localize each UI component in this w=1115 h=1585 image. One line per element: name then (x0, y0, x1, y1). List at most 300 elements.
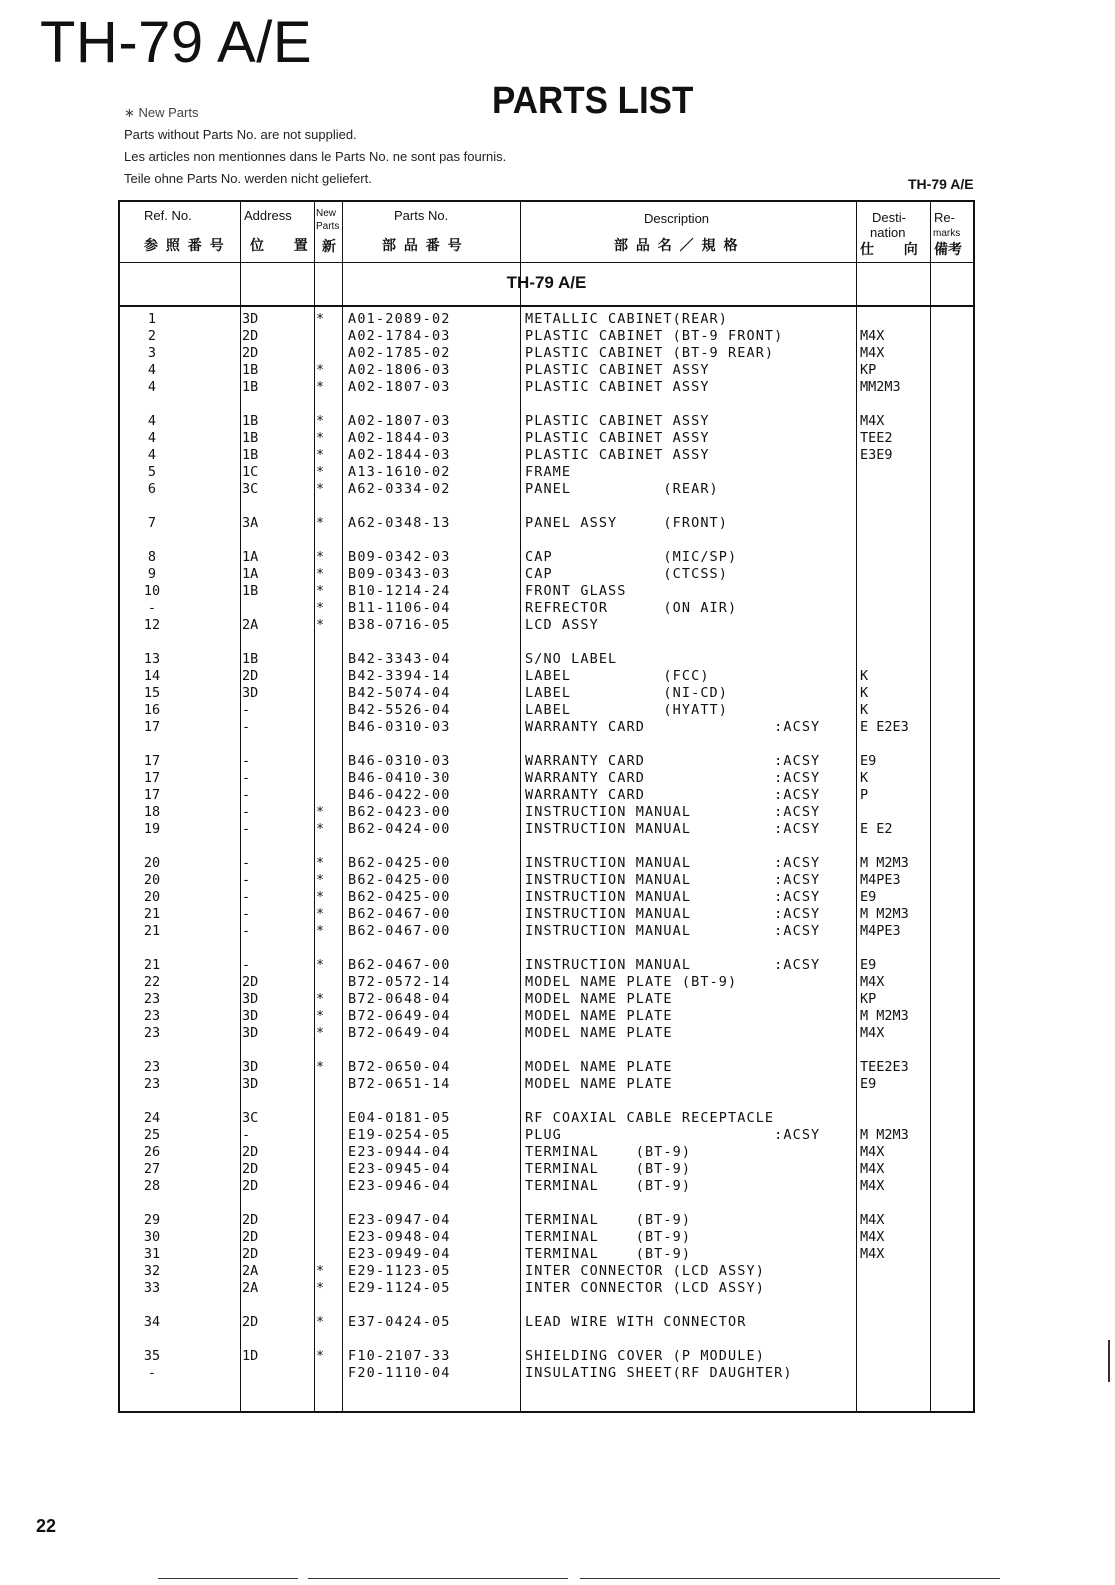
description: INSTRUCTION MANUAL :ACSY (525, 821, 821, 837)
header-address: Address (244, 208, 292, 223)
part-number: B72-0572-14 (348, 974, 451, 990)
description: SHIELDING COVER (P MODULE) (525, 1348, 765, 1364)
ref-number: 29 (143, 1212, 161, 1228)
description: CAP (MIC/SP) (525, 549, 738, 565)
table-row (120, 991, 973, 1008)
ref-number: 23 (143, 1059, 161, 1075)
page-number: 22 (36, 1516, 57, 1536)
header-parts-no-jp: 部 品 番 号 (382, 237, 464, 253)
section-divider (120, 305, 973, 307)
part-number: B46-0310-03 (348, 719, 451, 735)
address: 2D (242, 974, 259, 990)
address: 3D (242, 311, 259, 327)
new-parts-mark: * (316, 1348, 325, 1364)
new-parts-mark: * (316, 821, 325, 837)
part-number: B62-0467-00 (348, 923, 451, 939)
description: TERMINAL (BT-9) (525, 1178, 692, 1194)
table-row (120, 855, 973, 872)
description: LABEL (NI-CD) (525, 685, 729, 701)
address: 2D (242, 328, 259, 344)
destination: K (860, 668, 869, 684)
address: 1B (242, 379, 259, 395)
new-parts-mark: * (316, 804, 325, 820)
table-row (120, 1025, 973, 1042)
address: 1B (242, 651, 259, 667)
table-row (120, 889, 973, 906)
address: 2D (242, 1212, 259, 1228)
header-new-parts: Parts (316, 221, 340, 232)
address: - (242, 753, 251, 769)
ref-number: 8 (147, 549, 157, 565)
header-new-jp: 新 (322, 238, 338, 254)
description: LABEL (HYATT) (525, 702, 729, 718)
parts-table (118, 200, 975, 1413)
new-parts-mark: * (316, 991, 325, 1007)
table-row (120, 1008, 973, 1025)
table-row (120, 685, 973, 702)
table-row (120, 957, 973, 974)
description: WARRANTY CARD :ACSY (525, 719, 821, 735)
parts-list-title: PARTS LIST (492, 80, 694, 122)
destination: M4X (860, 1144, 885, 1160)
model-label-right: TH-79 A/E (908, 176, 974, 192)
description: S/NO LABEL (525, 651, 618, 667)
description: PLASTIC CABINET ASSY (525, 430, 710, 446)
description: INSTRUCTION MANUAL :ACSY (525, 804, 821, 820)
part-number: E04-0181-05 (348, 1110, 451, 1126)
part-number: E23-0944-04 (348, 1144, 451, 1160)
new-parts-mark: * (316, 1314, 325, 1330)
part-number: B42-3343-04 (348, 651, 451, 667)
new-parts-mark: * (316, 413, 325, 429)
part-number: E23-0945-04 (348, 1161, 451, 1177)
part-number: A02-1844-03 (348, 430, 451, 446)
description: PANEL ASSY (FRONT) (525, 515, 729, 531)
note-english: Parts without Parts No. are not supplied. (124, 127, 357, 142)
destination: K (860, 770, 869, 786)
ref-number: 4 (147, 413, 157, 429)
ref-number: - (147, 600, 157, 616)
address: 2D (242, 668, 259, 684)
destination: M M2M3 (860, 855, 909, 871)
table-row (120, 1076, 973, 1093)
ref-number: 21 (143, 923, 161, 939)
header-ref: Ref. No. (144, 208, 192, 223)
address: 2D (242, 1246, 259, 1262)
description: FRAME (525, 464, 572, 480)
ref-number: 25 (143, 1127, 161, 1143)
description: MODEL NAME PLATE (525, 1008, 673, 1024)
table-row (120, 549, 973, 566)
description: MODEL NAME PLATE (BT-9) (525, 974, 738, 990)
note-german: Teile ohne Parts No. werden nicht geliefert. (124, 171, 372, 186)
part-number: B10-1214-24 (348, 583, 451, 599)
table-row (120, 328, 973, 345)
new-parts-mark: * (316, 1008, 325, 1024)
part-number: E23-0947-04 (348, 1212, 451, 1228)
ref-number: 17 (143, 753, 161, 769)
address: - (242, 804, 251, 820)
table-row (120, 1161, 973, 1178)
description: INSTRUCTION MANUAL :ACSY (525, 906, 821, 922)
description: TERMINAL (BT-9) (525, 1229, 692, 1245)
part-number: B09-0342-03 (348, 549, 451, 565)
part-number: E29-1124-05 (348, 1280, 451, 1296)
ref-number: 32 (143, 1263, 161, 1279)
header-remarks-jp: 備考 (934, 241, 962, 257)
ref-number: 17 (143, 787, 161, 803)
destination: M4X (860, 1246, 885, 1262)
table-row (120, 770, 973, 787)
part-number: E37-0424-05 (348, 1314, 451, 1330)
header-ref-jp: 参 照 番 号 (144, 237, 226, 253)
ref-number: 34 (143, 1314, 161, 1330)
description: WARRANTY CARD :ACSY (525, 787, 821, 803)
part-number: B42-3394-14 (348, 668, 451, 684)
header-destination-2: nation (870, 225, 906, 240)
table-row (120, 481, 973, 498)
ref-number: 20 (143, 872, 161, 888)
address: 3D (242, 991, 259, 1007)
ref-number: 10 (143, 583, 161, 599)
ref-number: 16 (143, 702, 161, 718)
part-number: A02-1806-03 (348, 362, 451, 378)
table-row (120, 702, 973, 719)
new-parts-mark: * (316, 515, 325, 531)
destination: M M2M3 (860, 1127, 909, 1143)
parts-rows (120, 311, 973, 1382)
address: 3C (242, 481, 259, 497)
ref-number: 13 (143, 651, 161, 667)
new-parts-mark: * (316, 362, 325, 378)
table-row (120, 804, 973, 821)
new-parts-mark: * (316, 600, 325, 616)
destination: TEE2 (860, 430, 893, 446)
header-destination-jp: 仕 向 (860, 241, 920, 257)
ref-number: 33 (143, 1280, 161, 1296)
part-number: B62-0425-00 (348, 889, 451, 905)
description: REFRECTOR (ON AIR) (525, 600, 738, 616)
part-number: A02-1807-03 (348, 379, 451, 395)
address: - (242, 719, 251, 735)
new-parts-mark: * (316, 872, 325, 888)
destination: P (860, 787, 869, 803)
address: 2D (242, 1161, 259, 1177)
address: 3D (242, 1059, 259, 1075)
destination: KP (860, 362, 877, 378)
ref-number: 35 (143, 1348, 161, 1364)
description: INSTRUCTION MANUAL :ACSY (525, 957, 821, 973)
address: - (242, 957, 251, 973)
footer-rule (580, 1578, 1000, 1579)
address: 2A (242, 1280, 259, 1296)
destination: K (860, 685, 869, 701)
ref-number: 24 (143, 1110, 161, 1126)
destination: E E2 (860, 821, 893, 837)
address: 1B (242, 447, 259, 463)
address: 3C (242, 1110, 259, 1126)
table-row (120, 1059, 973, 1076)
destination: K (860, 702, 869, 718)
address: 2A (242, 1263, 259, 1279)
description: WARRANTY CARD :ACSY (525, 770, 821, 786)
description: METALLIC CABINET(REAR) (525, 311, 729, 327)
address: 1A (242, 566, 259, 582)
table-row (120, 668, 973, 685)
description: TERMINAL (BT-9) (525, 1246, 692, 1262)
description: INTER CONNECTOR (LCD ASSY) (525, 1280, 765, 1296)
part-number: B72-0649-04 (348, 1025, 451, 1041)
ref-number: 26 (143, 1144, 161, 1160)
destination: M M2M3 (860, 1008, 909, 1024)
part-number: A02-1807-03 (348, 413, 451, 429)
destination: E3E9 (860, 447, 893, 463)
ref-number: - (147, 1365, 157, 1381)
ref-number: 23 (143, 1025, 161, 1041)
destination: E E2E3 (860, 719, 909, 735)
description: PLASTIC CABINET ASSY (525, 447, 710, 463)
new-parts-mark: * (316, 906, 325, 922)
description: PLASTIC CABINET (BT-9 REAR) (525, 345, 775, 361)
description: LCD ASSY (525, 617, 599, 633)
part-number: B11-1106-04 (348, 600, 451, 616)
part-number: A62-0348-13 (348, 515, 451, 531)
address: 1D (242, 1348, 259, 1364)
new-parts-mark: * (316, 617, 325, 633)
destination: E9 (860, 889, 877, 905)
part-number: B42-5074-04 (348, 685, 451, 701)
table-row (120, 821, 973, 838)
table-row (120, 1229, 973, 1246)
part-number: A02-1784-03 (348, 328, 451, 344)
note-new-parts: ∗ New Parts (124, 105, 199, 120)
ref-number: 2 (147, 328, 157, 344)
address: - (242, 787, 251, 803)
header-remarks: Re- (934, 210, 955, 225)
address: 3D (242, 1008, 259, 1024)
destination: M4X (860, 1161, 885, 1177)
table-row (120, 447, 973, 464)
address: 2D (242, 1144, 259, 1160)
header-new: New (316, 208, 337, 219)
model-title: TH-79 A/E (40, 10, 313, 75)
part-number: B72-0650-04 (348, 1059, 451, 1075)
ref-number: 21 (143, 957, 161, 973)
address: - (242, 872, 251, 888)
new-parts-mark: * (316, 464, 325, 480)
address: 2D (242, 1229, 259, 1245)
table-row (120, 600, 973, 617)
ref-number: 4 (147, 447, 157, 463)
destination: M4X (860, 328, 885, 344)
section-title: TH-79 A/E (506, 273, 587, 292)
part-number: B72-0651-14 (348, 1076, 451, 1092)
part-number: B46-0410-30 (348, 770, 451, 786)
table-row (120, 1280, 973, 1297)
description: MODEL NAME PLATE (525, 1076, 673, 1092)
ref-number: 19 (143, 821, 161, 837)
address: - (242, 821, 251, 837)
ref-number: 23 (143, 991, 161, 1007)
address: 1B (242, 413, 259, 429)
new-parts-mark: * (316, 379, 325, 395)
new-parts-mark: * (316, 923, 325, 939)
part-number: F10-2107-33 (348, 1348, 451, 1364)
address: 1B (242, 430, 259, 446)
destination: KP (860, 991, 877, 1007)
ref-number: 21 (143, 906, 161, 922)
description: TERMINAL (BT-9) (525, 1212, 692, 1228)
header-address-jp: 位 置 (250, 237, 310, 253)
table-row (120, 787, 973, 804)
new-parts-mark: * (316, 1280, 325, 1296)
destination: M4X (860, 1025, 885, 1041)
ref-number: 23 (143, 1008, 161, 1024)
address: 2A (242, 617, 259, 633)
part-number: B62-0423-00 (348, 804, 451, 820)
table-row (120, 362, 973, 379)
part-number: A01-2089-02 (348, 311, 451, 327)
ref-number: 14 (143, 668, 161, 684)
description: PLASTIC CABINET ASSY (525, 413, 710, 429)
part-number: B46-0422-00 (348, 787, 451, 803)
table-row (120, 1110, 973, 1127)
part-number: B72-0648-04 (348, 991, 451, 1007)
description: CAP (CTCSS) (525, 566, 729, 582)
destination: M4X (860, 1212, 885, 1228)
table-row (120, 430, 973, 447)
destination: E9 (860, 957, 877, 973)
destination: M4PE3 (860, 923, 901, 939)
ref-number: 4 (147, 430, 157, 446)
address: - (242, 770, 251, 786)
ref-number: 1 (147, 311, 157, 327)
part-number: E23-0949-04 (348, 1246, 451, 1262)
table-row (120, 651, 973, 668)
ref-number: 18 (143, 804, 161, 820)
address: 1C (242, 464, 259, 480)
header-description-jp: 部 品 名 ／ 規 格 (614, 237, 740, 253)
description: INSTRUCTION MANUAL :ACSY (525, 872, 821, 888)
part-number: B62-0467-00 (348, 957, 451, 973)
table-row (120, 974, 973, 991)
ref-number: 17 (143, 719, 161, 735)
description: TERMINAL (BT-9) (525, 1144, 692, 1160)
table-row (120, 413, 973, 430)
address: - (242, 906, 251, 922)
description: INSULATING SHEET(RF DAUGHTER) (525, 1365, 793, 1381)
table-row (120, 719, 973, 736)
ref-number: 3 (147, 345, 157, 361)
destination: MM2M3 (860, 379, 901, 395)
destination: M4X (860, 345, 885, 361)
ref-number: 28 (143, 1178, 161, 1194)
part-number: B09-0343-03 (348, 566, 451, 582)
destination: M4PE3 (860, 872, 901, 888)
address: - (242, 1127, 251, 1143)
description: TERMINAL (BT-9) (525, 1161, 692, 1177)
description: RF COAXIAL CABLE RECEPTACLE (525, 1110, 775, 1126)
destination: M4X (860, 1229, 885, 1245)
ref-number: 7 (147, 515, 157, 531)
table-row (120, 345, 973, 362)
table-row (120, 753, 973, 770)
margin-mark (1108, 1340, 1110, 1382)
destination: TEE2E3 (860, 1059, 909, 1075)
table-row (120, 1246, 973, 1263)
part-number: A62-0334-02 (348, 481, 451, 497)
table-row (120, 1263, 973, 1280)
address: - (242, 923, 251, 939)
table-row (120, 617, 973, 634)
table-row (120, 1348, 973, 1365)
part-number: A02-1844-03 (348, 447, 451, 463)
description: LEAD WIRE WITH CONNECTOR (525, 1314, 747, 1330)
new-parts-mark: * (316, 430, 325, 446)
ref-number: 12 (143, 617, 161, 633)
table-row (120, 906, 973, 923)
part-number: B38-0716-05 (348, 617, 451, 633)
footer-rule (308, 1578, 568, 1579)
header-parts-no: Parts No. (394, 208, 449, 223)
address: 2D (242, 1314, 259, 1330)
new-parts-mark: * (316, 957, 325, 973)
part-number: A13-1610-02 (348, 464, 451, 480)
description: PLASTIC CABINET ASSY (525, 362, 710, 378)
ref-number: 23 (143, 1076, 161, 1092)
table-row (120, 464, 973, 481)
address: 3A (242, 515, 259, 531)
new-parts-mark: * (316, 583, 325, 599)
address: 1A (242, 549, 259, 565)
address: 2D (242, 345, 259, 361)
header-description: Description (644, 211, 710, 226)
address: 3D (242, 1025, 259, 1041)
new-parts-mark: * (316, 1025, 325, 1041)
new-parts-mark: * (316, 311, 325, 327)
address: - (242, 889, 251, 905)
new-parts-mark: * (316, 566, 325, 582)
header-remarks-2: marks (933, 228, 961, 239)
description: MODEL NAME PLATE (525, 991, 673, 1007)
address: 1B (242, 362, 259, 378)
description: MODEL NAME PLATE (525, 1059, 673, 1075)
ref-number: 27 (143, 1161, 161, 1177)
description: FRONT GLASS (525, 583, 627, 599)
table-row (120, 515, 973, 532)
part-number: E23-0948-04 (348, 1229, 451, 1245)
new-parts-mark: * (316, 889, 325, 905)
address: 3D (242, 1076, 259, 1092)
part-number: B62-0425-00 (348, 855, 451, 871)
address: 3D (242, 685, 259, 701)
destination: M4X (860, 413, 885, 429)
destination: E9 (860, 1076, 877, 1092)
header-destination: Desti- (872, 210, 906, 225)
new-parts-mark: * (316, 447, 325, 463)
table-row (120, 923, 973, 940)
description: INSTRUCTION MANUAL :ACSY (525, 889, 821, 905)
address: - (242, 855, 251, 871)
ref-number: 31 (143, 1246, 161, 1262)
description: PLASTIC CABINET (BT-9 FRONT) (525, 328, 784, 344)
description: INSTRUCTION MANUAL :ACSY (525, 855, 821, 871)
part-number: B72-0649-04 (348, 1008, 451, 1024)
table-row (120, 1127, 973, 1144)
destination: E9 (860, 753, 877, 769)
ref-number: 22 (143, 974, 161, 990)
ref-number: 30 (143, 1229, 161, 1245)
